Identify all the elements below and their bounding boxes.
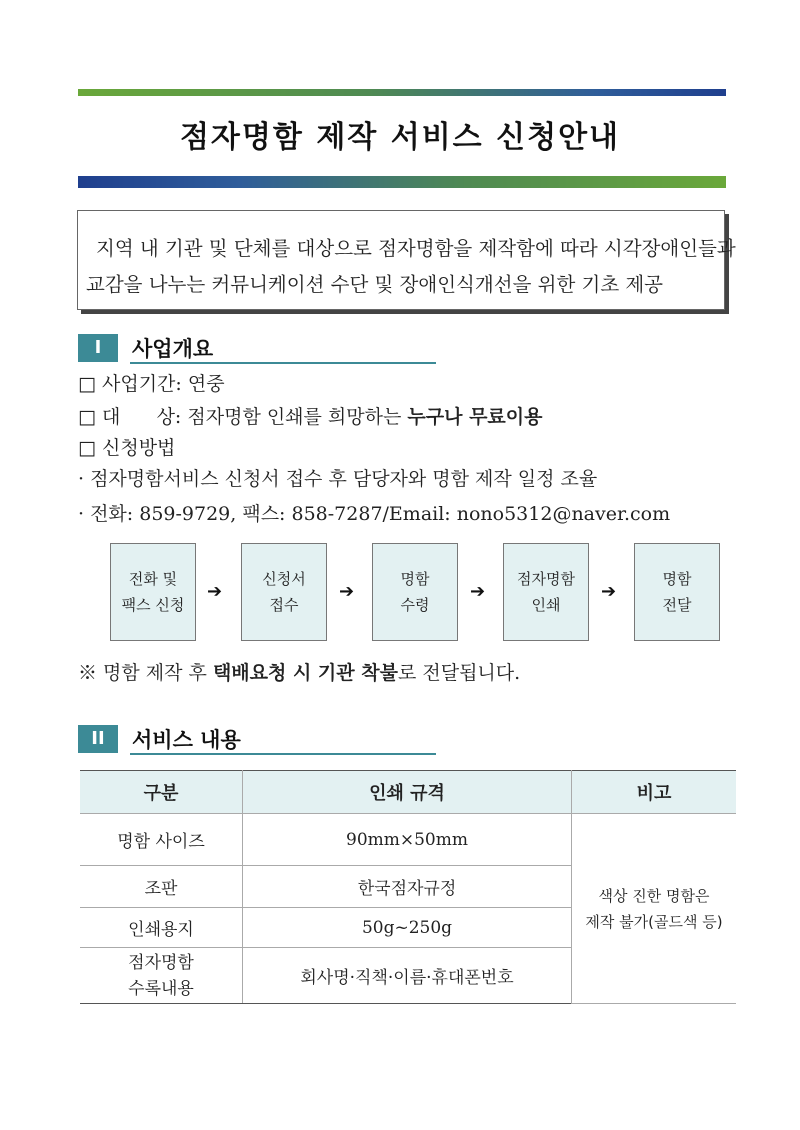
section-2-number: II	[78, 725, 118, 753]
title-bottom-bar	[78, 176, 726, 188]
application-method: □ 신청방법	[78, 437, 176, 459]
target-line	[78, 404, 543, 430]
flow-step-deliver	[634, 543, 720, 641]
target-highlight: 누구나 무료이용	[407, 406, 543, 428]
row-label: 조판	[80, 866, 243, 908]
table-header-row	[80, 771, 736, 814]
row-label: 인쇄용지	[80, 908, 243, 948]
row-label	[80, 948, 243, 1004]
flow-step-label: 전달	[662, 596, 692, 614]
delivery-note-prefix: ※ 명함 제작 후	[78, 662, 213, 684]
flow-step-label: 점자명함	[517, 570, 575, 588]
flow-step-label: 인쇄	[531, 596, 561, 614]
method-detail-1: · 점자명함서비스 신청서 접수 후 담당자와 명함 제작 일정 조율	[78, 468, 598, 490]
section-2-title: 서비스 내용	[132, 728, 241, 752]
method-detail-contact: · 전화: 859-9729, 팩스: 858-7287/Email: nono5312@naver.com	[78, 503, 671, 525]
flow-step-receive	[241, 543, 327, 641]
flow-step-label: 전화 및	[128, 570, 178, 588]
remark-cell	[572, 814, 737, 1004]
flow-arrow-icon: ➔	[601, 581, 617, 602]
service-table	[80, 770, 736, 1004]
column-header: 구분	[80, 771, 243, 814]
intro-line-2: 교감을 나누는 커뮤니케이션 수단 및 장애인식개선을 위한 기초 제공	[86, 273, 664, 296]
delivery-note-suffix: 로 전달됩니다.	[397, 662, 521, 684]
delivery-note-highlight: 택배요청 시 기관 착불	[212, 662, 398, 684]
row-value: 50g~250g	[243, 908, 572, 948]
business-period: □ 사업기간: 연중	[78, 373, 225, 395]
table-row	[80, 814, 736, 866]
section-1-underline	[130, 362, 436, 364]
flow-step-card-receipt	[372, 543, 458, 641]
target-text: □ 대 상: 점자명함 인쇄를 희망하는	[78, 406, 408, 428]
remark-line-1: 색상 진한 명함은	[598, 886, 710, 905]
intro-box	[77, 210, 736, 310]
flow-step-label: 팩스 신청	[121, 596, 185, 614]
flow-step-label: 접수	[269, 596, 299, 614]
column-header: 인쇄 규격	[243, 771, 572, 814]
flow-step-label: 신청서	[262, 570, 306, 588]
row-label: 명함 사이즈	[80, 814, 243, 866]
title-top-bar	[78, 89, 726, 96]
column-header: 비고	[572, 771, 737, 814]
flow-step-label: 수령	[400, 596, 430, 614]
section-2-underline	[130, 753, 436, 755]
intro-line-1: 지역 내 기관 및 단체를 대상으로 점자명함을 제작함에 따라 시각장애인들과	[96, 237, 736, 260]
page-title: 점자명함 제작 서비스 신청안내	[179, 120, 621, 155]
delivery-note	[78, 660, 520, 686]
section-1-title: 사업개요	[132, 337, 214, 361]
row-value: 회사명·직책·이름·휴대폰번호	[243, 948, 572, 1004]
row-label-line: 수록내용	[128, 978, 194, 999]
flow-step-apply	[110, 543, 196, 641]
flow-arrow-icon: ➔	[207, 581, 223, 602]
flow-step-label: 명함	[662, 570, 692, 588]
flow-arrow-icon: ➔	[339, 581, 355, 602]
row-value: 한국점자규정	[243, 866, 572, 908]
row-value: 90mm×50mm	[243, 814, 572, 866]
remark-line-2: 제작 불가(골드색 등)	[585, 912, 723, 931]
section-1-number: I	[78, 334, 118, 362]
row-label-line: 점자명함	[128, 952, 194, 973]
flow-step-label: 명함	[400, 570, 430, 588]
flow-arrow-icon: ➔	[470, 581, 486, 602]
flow-step-print	[503, 543, 589, 641]
